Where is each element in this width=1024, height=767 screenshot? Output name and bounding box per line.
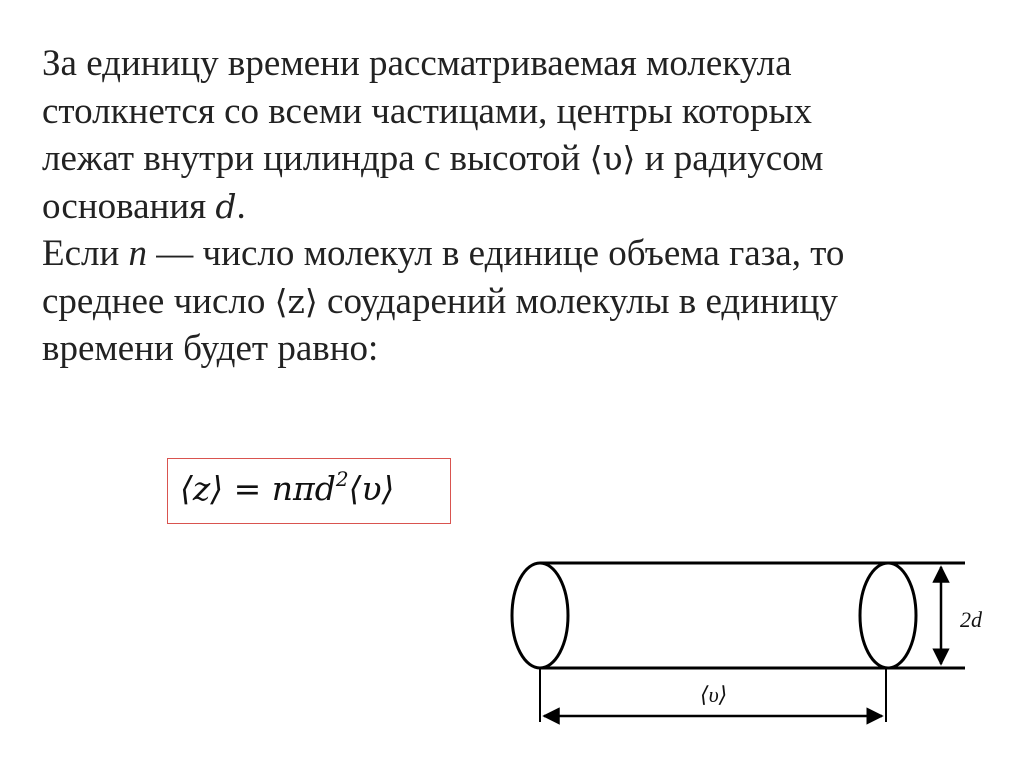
height-label: 2d: [960, 607, 982, 632]
text-run: и радиусом: [635, 138, 824, 179]
math-diameter: d: [215, 186, 237, 226]
text-run: За единицу времени рассматриваемая молекула: [42, 43, 792, 84]
length-label: ⟨υ⟩: [700, 682, 728, 707]
text-run: .: [236, 185, 246, 227]
text-run: — число молекул в единице объема газа, то: [147, 233, 845, 274]
text-run: среднее число: [42, 280, 275, 322]
text-run: основания: [42, 185, 216, 227]
text-run: времени будет равно:: [42, 328, 379, 369]
formula-tail: ⟨υ⟩: [348, 469, 395, 508]
text-run: соударений молекулы в единицу: [317, 280, 838, 322]
text-run: лежат внутри цилиндра с высотой: [42, 138, 590, 179]
cylinder-left-base: [512, 563, 568, 668]
math-n: n: [128, 233, 148, 274]
text-run: столкнется со всеми частицами, центры которых: [42, 90, 813, 132]
formula-exponent: 2: [335, 467, 349, 491]
math-velocity: ⟨υ⟩: [589, 139, 636, 178]
text-run: Если: [42, 233, 129, 274]
cylinder-right-base: [860, 563, 916, 668]
math-z: ⟨z⟩: [274, 281, 318, 321]
formula-main: ⟨z⟩ = nπd: [180, 469, 336, 508]
